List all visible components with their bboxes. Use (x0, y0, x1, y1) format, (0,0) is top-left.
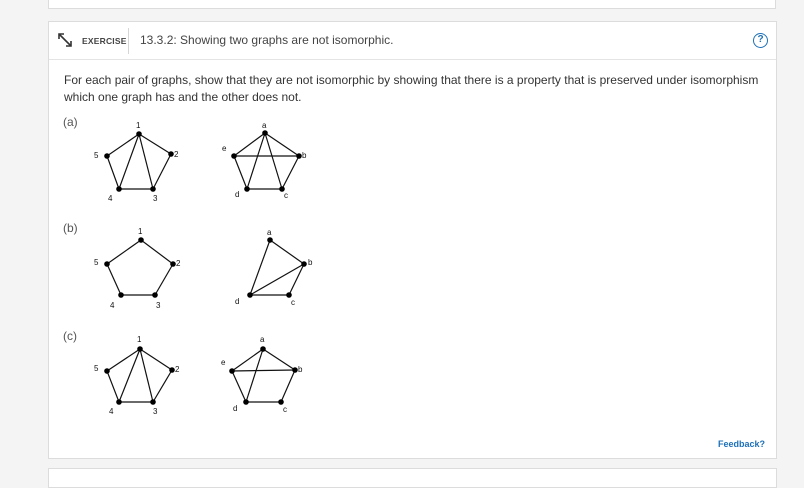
vertex (152, 292, 158, 298)
vertex-label: c (283, 405, 287, 414)
vertex-label: 2 (176, 259, 181, 268)
vertex (118, 292, 124, 298)
exercise-type-label: EXERCISE (82, 36, 127, 46)
feedback-link[interactable]: Feedback? (718, 439, 766, 449)
vertex-label: 5 (94, 364, 99, 373)
vertex (150, 399, 156, 405)
vertex (301, 261, 307, 267)
vertex (286, 292, 292, 298)
vertex (169, 367, 175, 373)
part-a-label: (a) (63, 115, 78, 129)
vertex (116, 186, 122, 192)
vertex-label: d (235, 297, 240, 306)
vertex (104, 153, 110, 159)
vertex-label: b (308, 258, 313, 267)
vertex-label: 1 (137, 335, 142, 344)
vertex-label: e (221, 358, 226, 367)
exercise-card (48, 21, 777, 459)
vertex-label: 4 (108, 194, 113, 203)
vertex (231, 153, 237, 159)
vertex (260, 346, 266, 352)
vertex (170, 261, 176, 267)
graph-b-right (235, 228, 313, 307)
vertex (150, 186, 156, 192)
vertex-label: 1 (138, 227, 143, 236)
vertex (292, 367, 298, 373)
graph-figures (49, 22, 776, 458)
vertex (116, 399, 122, 405)
graph-c-left (94, 335, 180, 416)
vertex-label: a (262, 121, 267, 130)
vertex (278, 399, 284, 405)
vertex-label: b (302, 151, 307, 160)
vertex (138, 237, 144, 243)
vertex-label: d (235, 190, 240, 199)
vertex-label: 3 (153, 407, 158, 416)
graph-c-right (221, 335, 303, 414)
vertex-label: 5 (94, 258, 99, 267)
vertex-label: 5 (94, 151, 99, 160)
graph-b-left (94, 227, 181, 310)
graph-a-left (94, 121, 179, 203)
vertex-label: c (291, 298, 295, 307)
exercise-title: 13.3.2: Showing two graphs are not isomorphic. (140, 33, 394, 47)
help-icon[interactable]: ? (753, 33, 768, 48)
vertex-label: 1 (136, 121, 141, 130)
vertex-label: a (260, 335, 265, 344)
vertex (262, 130, 268, 136)
next-card (48, 468, 777, 488)
vertex (136, 131, 142, 137)
vertex-label: 4 (110, 301, 115, 310)
vertex (168, 151, 174, 157)
vertex-label: b (298, 365, 303, 374)
vertex-label: 3 (156, 301, 161, 310)
vertex-label: 3 (153, 194, 158, 203)
part-b-label: (b) (63, 221, 78, 235)
vertex-label: 2 (175, 365, 180, 374)
vertex-label: c (284, 191, 288, 200)
vertex (104, 261, 110, 267)
vertex-label: 2 (174, 150, 179, 159)
exercise-prompt: For each pair of graphs, show that they are not isomorphic by showing that there is a property that is preserved under isomorphism which one graph has and the other does not. (64, 73, 759, 104)
vertex-label: 4 (109, 407, 114, 416)
vertex-label: d (233, 404, 238, 413)
vertex-label: a (267, 228, 272, 237)
vertex (229, 368, 235, 374)
vertex (247, 292, 253, 298)
previous-card (48, 0, 776, 9)
part-c-label: (c) (63, 329, 77, 343)
vertex (104, 368, 110, 374)
vertex (137, 346, 143, 352)
graph-a-right (222, 121, 307, 200)
vertex (267, 237, 273, 243)
vertex (244, 186, 250, 192)
vertex (243, 399, 249, 405)
vertex (296, 153, 302, 159)
vertex-label: e (222, 144, 227, 153)
